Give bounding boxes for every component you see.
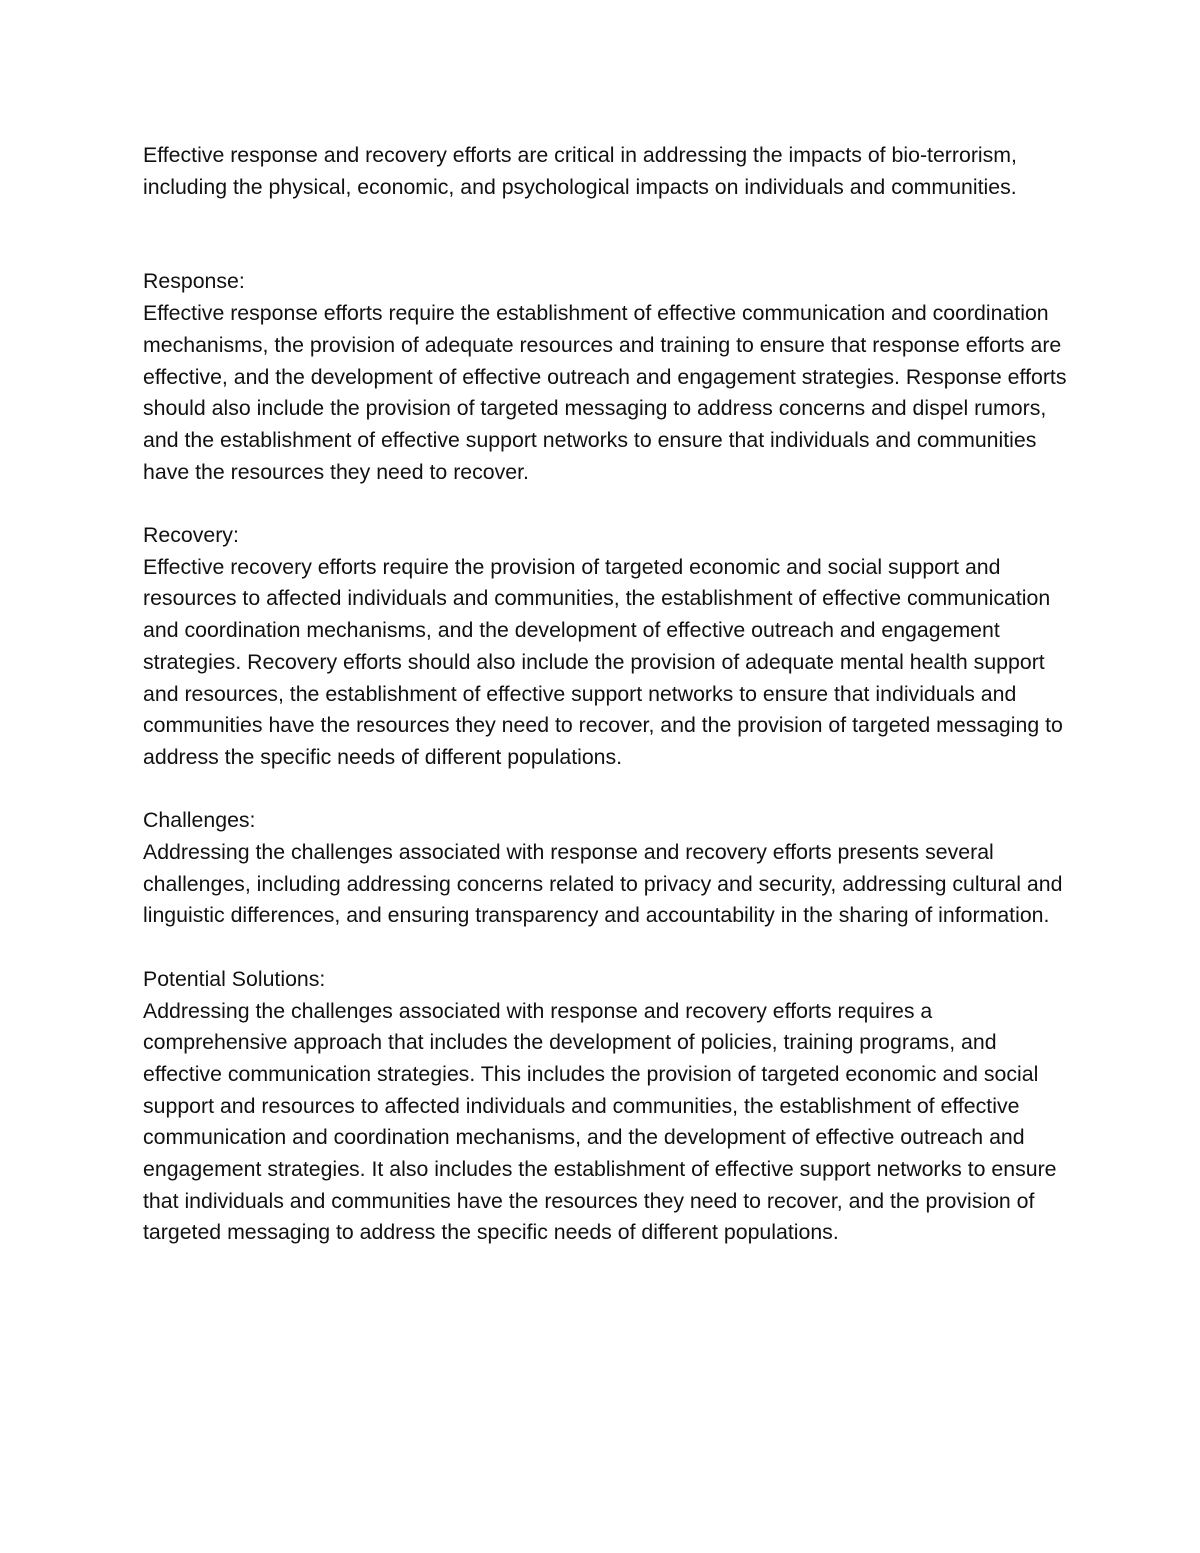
section-heading-potential-solutions: Potential Solutions:: [143, 966, 326, 991]
section-recovery: [143, 520, 1068, 774]
section-body-recovery: Effective recovery efforts require the provision of targeted economic and social support and resources to affected individuals and communities, the establishment of effective communication and coordination mechanisms, and the development of effective outreach and engagement strategies. Recovery efforts should also include the provision of adequate mental health support and resources, the establishment of effective support networks to ensure that individuals and communities have the resources they need to recover, and the provision of targeted messaging to address the specific needs of different populations.: [143, 554, 1063, 769]
section-body-potential-solutions: Addressing the challenges associated with response and recovery efforts requires a comprehensive approach that includes the development of policies, training programs, and effective communication strategies. This includes the provision of targeted economic and social support and resources to affected individuals and communities, the establishment of effective communication and coordination mechanisms, and the development of effective outreach and engagement strategies. It also includes the establishment of effective support networks to ensure that individuals and communities have the resources they need to recover, and the provision of targeted messaging to address the specific needs of different populations.: [143, 998, 1057, 1245]
section-heading-recovery: Recovery:: [143, 523, 239, 548]
section-response: [143, 266, 1068, 488]
section-body-challenges: Addressing the challenges associated with response and recovery efforts presents several challenges, including addressing concerns related to privacy and security, addressing cultural and linguistic differences, and ensuring transparency and accountability in the sharing of information.: [143, 840, 1063, 928]
section-challenges: [143, 805, 1068, 932]
section-body-response: Effective response efforts require the establishment of effective communication and coordination mechanisms, the provision of adequate resources and training to ensure that response efforts are effective, and the development of effective outreach and engagement strategies. Response efforts should also include the provision of targeted messaging to address concerns and dispel rumors, and the establishment of effective support networks to ensure that individuals and communities have the resources they need to recover.: [143, 301, 1067, 484]
intro-paragraph: Effective response and recovery efforts are critical in addressing the impacts of bio-terrorism, including the physical, economic, and psychological impacts on individuals and communities.: [143, 143, 1017, 199]
document-body: [143, 140, 1068, 1249]
section-heading-challenges: Challenges:: [143, 808, 256, 833]
section-heading-response: Response:: [143, 269, 245, 294]
section-potential-solutions: [143, 964, 1068, 1249]
